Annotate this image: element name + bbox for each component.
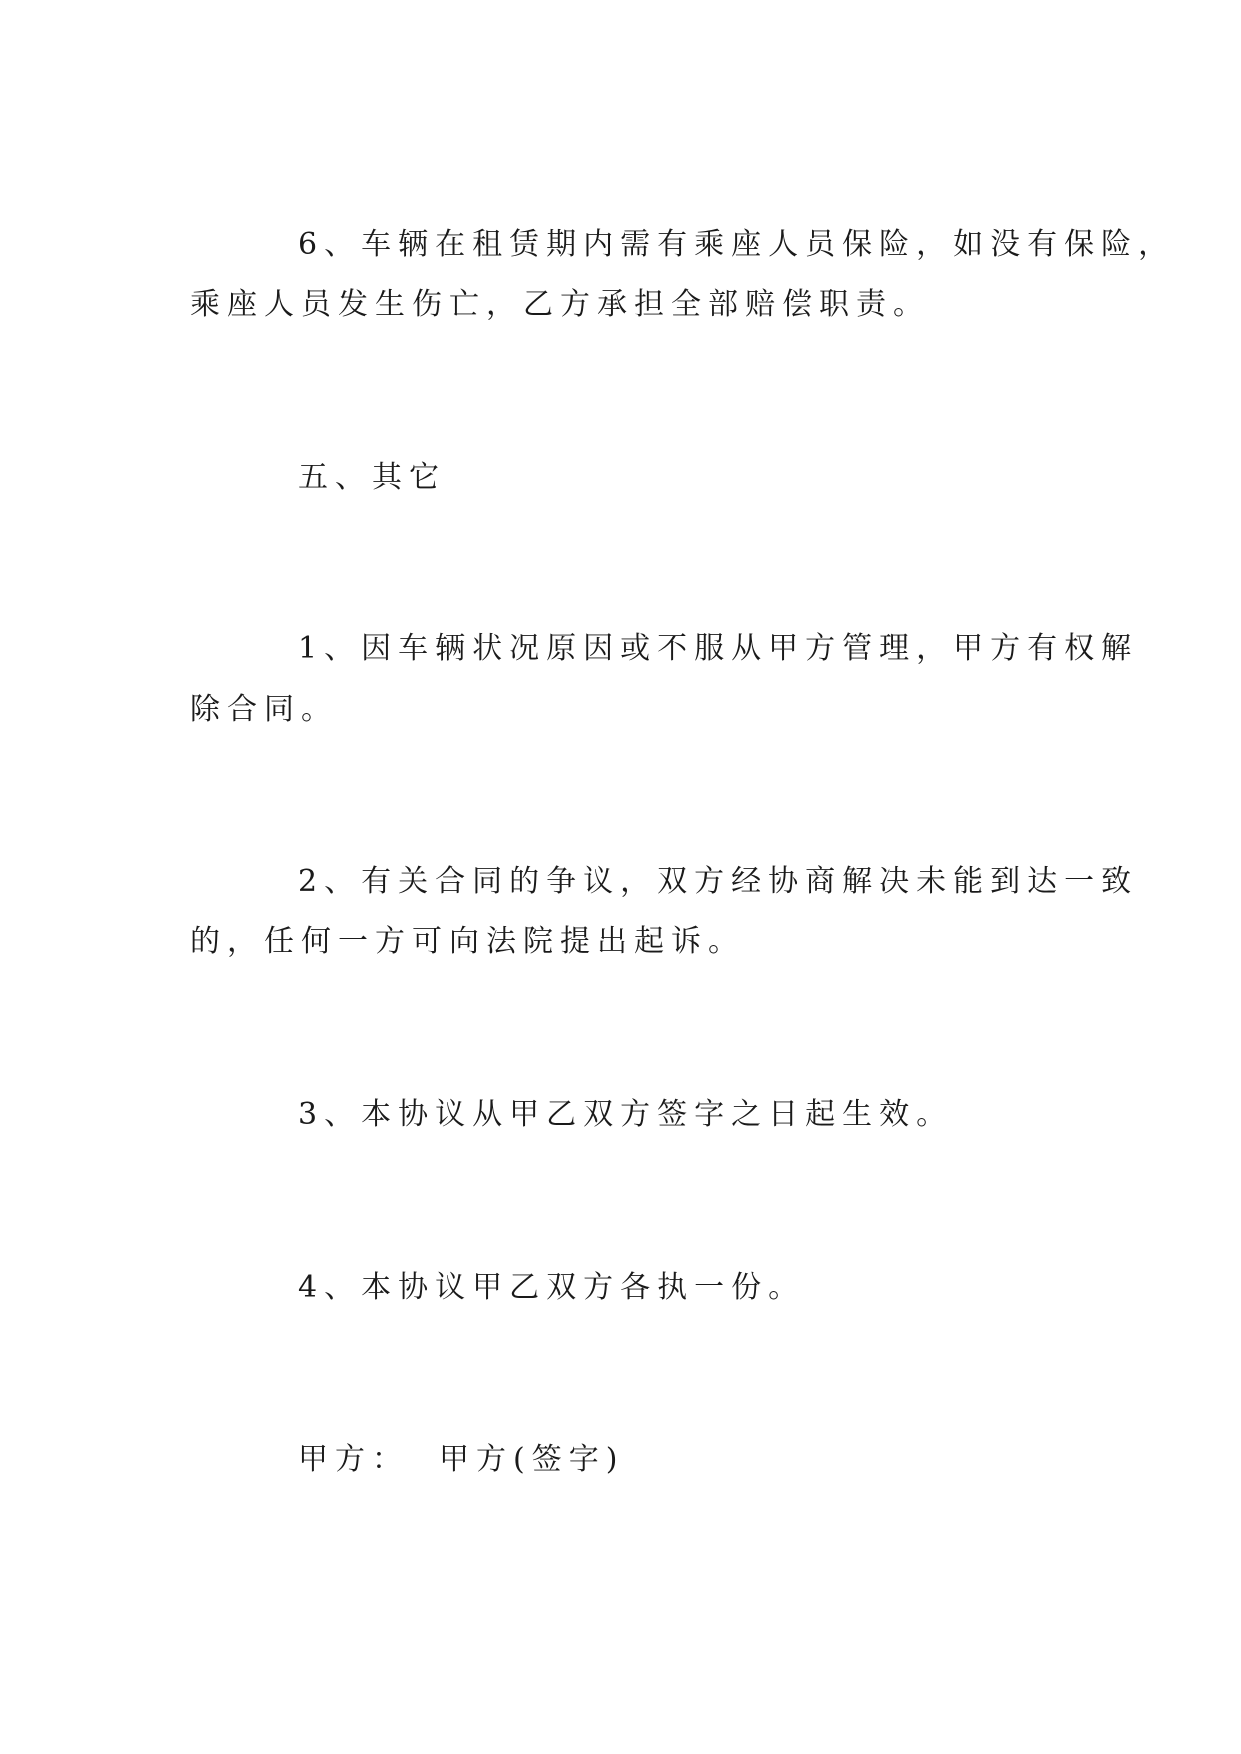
clause-6-line-1: 6、车辆在租赁期内需有乘座人员保险，如没有保险， <box>298 227 1176 262</box>
signature-value: 甲方(签字) <box>439 1442 625 1477</box>
item-2-line-2: 的，任何一方可向法院提出起诉。 <box>190 924 745 959</box>
signature-line <box>298 1440 624 1480</box>
section-5-heading: 五、其它 <box>298 460 446 495</box>
item-2-line-1: 2、有关合同的争议，双方经协商解决未能到达一致 <box>298 864 1139 899</box>
item-3: 3、本协议从甲乙双方签字之日起生效。 <box>298 1097 954 1132</box>
signature-label: 甲方： <box>298 1442 409 1477</box>
clause-6-line-2: 乘座人员发生伤亡，乙方承担全部赔偿职责。 <box>190 287 930 322</box>
item-1-line-2: 除合同。 <box>190 692 338 727</box>
item-4: 4、本协议甲乙双方各执一份。 <box>298 1270 806 1305</box>
item-1-line-1: 1、因车辆状况原因或不服从甲方管理，甲方有权解 <box>298 631 1139 666</box>
